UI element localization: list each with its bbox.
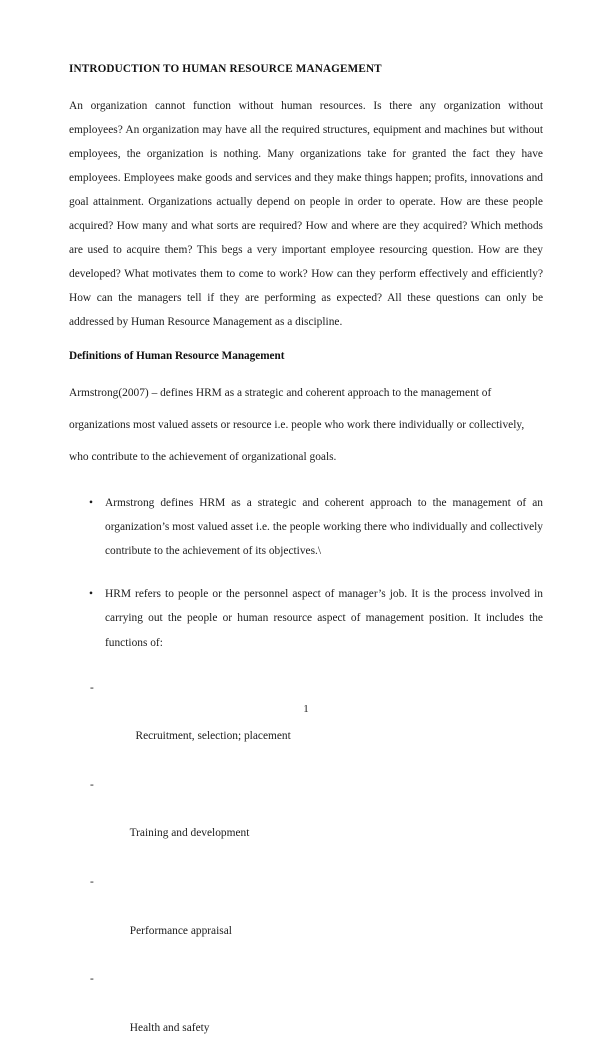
list-item-text: Recruitment, selection; placement xyxy=(129,730,291,743)
list-item xyxy=(69,870,543,967)
bullet-marker-icon: • xyxy=(89,588,93,601)
list-item-text: Armstrong defines HRM as a strategic and coherent approach to the management of an organization’s most valued asset i.e. the people working there who individually and collectively contribute to the achievement of its objectives.\ xyxy=(105,497,543,558)
page-content xyxy=(69,62,543,1064)
list-item xyxy=(69,582,543,654)
list-item-text: HRM refers to people or the personnel aspect of manager’s job. It is the process involved in carrying out the people or human resource aspect of management position. It includes the functions of: xyxy=(105,588,543,649)
list-item xyxy=(69,676,543,773)
definition-bullet-list xyxy=(69,491,543,655)
list-item xyxy=(69,773,543,870)
hrm-functions-list xyxy=(69,676,543,1064)
dash-marker-icon: - xyxy=(90,876,94,888)
list-item-text: Training and development xyxy=(129,827,250,840)
list-item-text: Health and safety xyxy=(129,1021,210,1034)
bullet-marker-icon: • xyxy=(89,497,93,510)
list-item-text: Performance appraisal xyxy=(129,924,232,937)
page-number-footer: 1 xyxy=(303,703,309,715)
intro-paragraph: An organization cannot function without human resources. Is there any organization without employees? An organization may have all the required structures, equipment and machines but without employees, the organization is nothing. Many organizations take for granted the fact they have employees. Employees make goods and services and they make things happen; profits, innovations and goal attainment. Organizations actually depend on people in order to operate. How are these people acquired? How many and what sorts are required? How and where are they acquired? Which methods are used to acquire them? This begs a very important employee resourcing question. How are they developed? What motivates them to come to work? How can they perform effectively and efficiently? How can the managers tell if they are performing as expected? All these questions can only be addressed by Human Resource Management as a discipline. xyxy=(69,99,543,329)
dash-marker-icon: - xyxy=(90,681,94,694)
list-item xyxy=(69,967,543,1064)
dash-marker-icon: - xyxy=(90,973,94,986)
definitions-heading: Definitions of Human Resource Management xyxy=(69,349,285,362)
page-title: INTRODUCTION TO HUMAN RESOURCE MANAGEMENT xyxy=(69,63,382,75)
list-item xyxy=(69,491,543,563)
armstrong-definition-paragraph: Armstrong(2007) – defines HRM as a strategic and coherent approach to the management of organizations most valued assets or resource i.e. people who work there individually or collectively, who contribute to the achievement of organizational goals. xyxy=(69,387,525,464)
dash-marker-icon: - xyxy=(90,778,94,791)
